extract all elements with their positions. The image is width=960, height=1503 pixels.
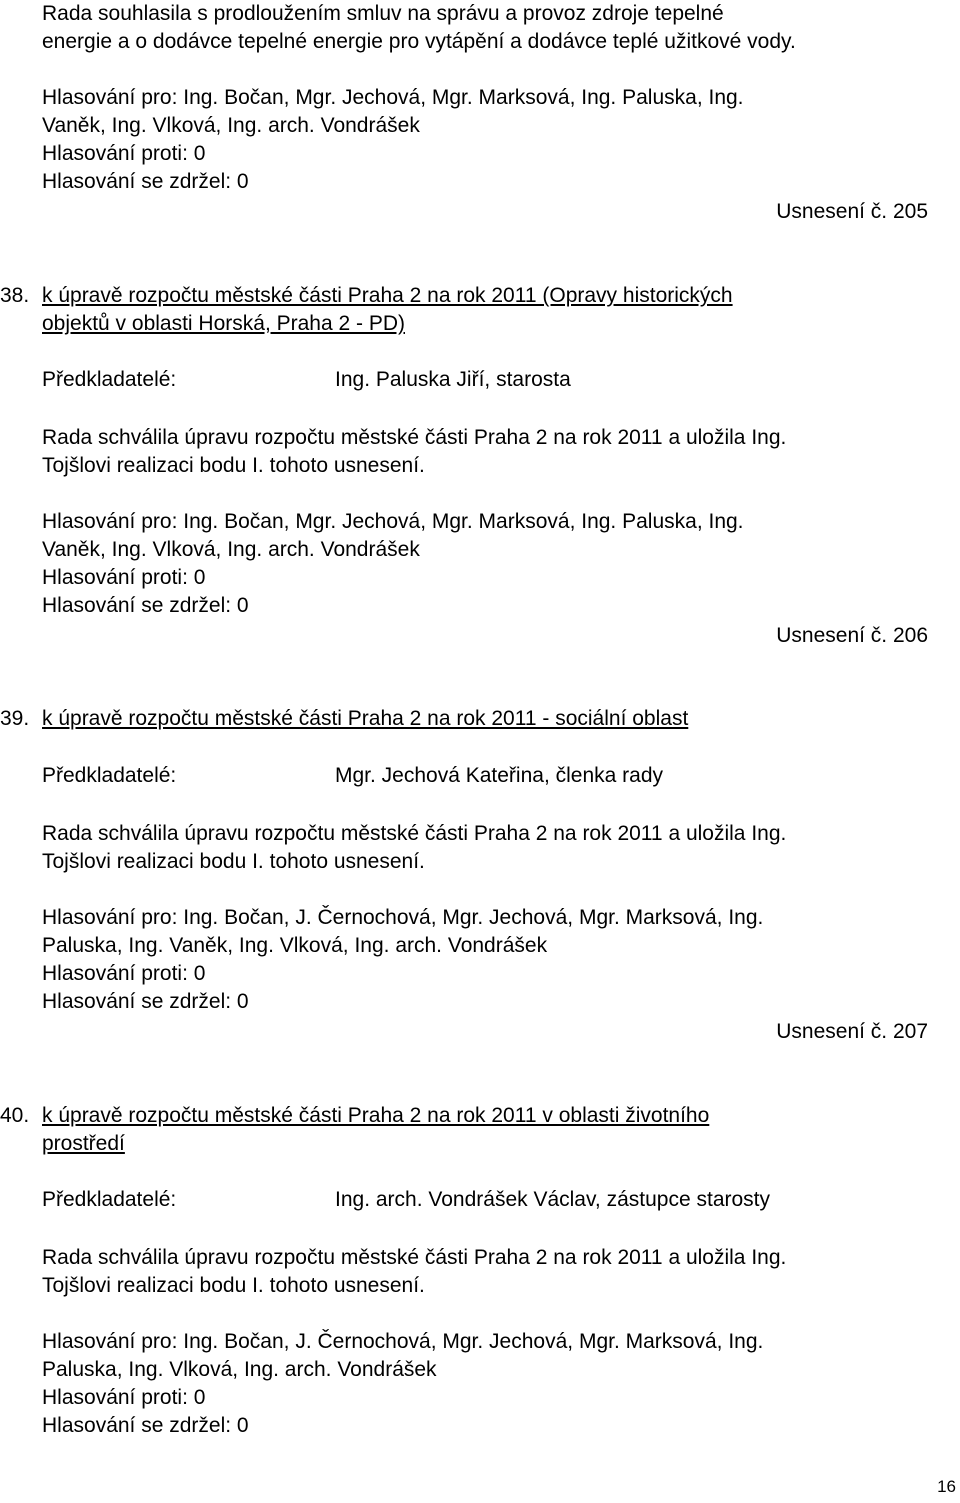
item-number: 40. bbox=[0, 1104, 30, 1127]
resolution-number: Usnesení č. 207 bbox=[776, 1020, 928, 1043]
vote-for: Vaněk, Ing. Vlková, Ing. arch. Vondrášek bbox=[42, 538, 420, 561]
decision: Rada schválila úpravu rozpočtu městské části Praha 2 na rok 2011 a uložila Ing. bbox=[42, 1246, 787, 1269]
vote-for: Paluska, Ing. Vaněk, Ing. Vlková, Ing. arch. Vondrášek bbox=[42, 934, 548, 957]
decision: Tojšlovi realizaci bodu I. tohoto usnesení. bbox=[42, 454, 425, 477]
vote-for: Hlasování pro: Ing. Bočan, Mgr. Jechová, Mgr. Marksová, Ing. Paluska, Ing. bbox=[42, 86, 744, 109]
vote-against: Hlasování proti: 0 bbox=[42, 1386, 206, 1409]
vote-abstain: Hlasování se zdržel: 0 bbox=[42, 170, 249, 193]
vote-for: Vaněk, Ing. Vlková, Ing. arch. Vondrášek bbox=[42, 114, 420, 137]
resolution-number: Usnesení č. 205 bbox=[776, 200, 928, 223]
item-title: k úpravě rozpočtu městské části Praha 2 na rok 2011 v oblasti životního bbox=[42, 1104, 710, 1127]
submitter-label: Předkladatelé: bbox=[42, 1188, 177, 1211]
intro-line: Rada souhlasila s prodloužením smluv na správu a provoz zdroje tepelné bbox=[42, 2, 724, 25]
item-number: 38. bbox=[0, 284, 30, 307]
vote-against: Hlasování proti: 0 bbox=[42, 962, 206, 985]
item-title: objektů v oblasti Horská, Praha 2 - PD) bbox=[42, 312, 405, 335]
vote-for: Paluska, Ing. Vlková, Ing. arch. Vondrášek bbox=[42, 1358, 437, 1381]
vote-for: Hlasování pro: Ing. Bočan, Mgr. Jechová, Mgr. Marksová, Ing. Paluska, Ing. bbox=[42, 510, 744, 533]
vote-abstain: Hlasování se zdržel: 0 bbox=[42, 990, 249, 1013]
vote-abstain: Hlasování se zdržel: 0 bbox=[42, 594, 249, 617]
item-title: prostředí bbox=[42, 1132, 125, 1155]
submitter: Mgr. Jechová Kateřina, členka rady bbox=[335, 764, 664, 787]
submitter-label: Předkladatelé: bbox=[42, 764, 177, 787]
vote-against: Hlasování proti: 0 bbox=[42, 566, 206, 589]
decision: Rada schválila úpravu rozpočtu městské části Praha 2 na rok 2011 a uložila Ing. bbox=[42, 426, 787, 449]
decision: Tojšlovi realizaci bodu I. tohoto usnesení. bbox=[42, 850, 425, 873]
vote-against: Hlasování proti: 0 bbox=[42, 142, 206, 165]
resolution-number: Usnesení č. 206 bbox=[776, 624, 928, 647]
decision: Rada schválila úpravu rozpočtu městské části Praha 2 na rok 2011 a uložila Ing. bbox=[42, 822, 787, 845]
item-title: k úpravě rozpočtu městské části Praha 2 na rok 2011 (Opravy historických bbox=[42, 284, 733, 307]
submitter: Ing. Paluska Jiří, starosta bbox=[335, 368, 571, 391]
vote-for: Hlasování pro: Ing. Bočan, J. Černochová, Mgr. Jechová, Mgr. Marksová, Ing. bbox=[42, 1330, 764, 1353]
submitter-label: Předkladatelé: bbox=[42, 368, 177, 391]
vote-for: Hlasování pro: Ing. Bočan, J. Černochová, Mgr. Jechová, Mgr. Marksová, Ing. bbox=[42, 906, 764, 929]
item-number: 39. bbox=[0, 707, 30, 730]
page-number: 16 bbox=[937, 1477, 956, 1496]
item-title: k úpravě rozpočtu městské části Praha 2 na rok 2011 - sociální oblast bbox=[42, 707, 689, 730]
intro-line: energie a o dodávce tepelné energie pro vytápění a dodávce teplé užitkové vody. bbox=[42, 30, 796, 53]
vote-abstain: Hlasování se zdržel: 0 bbox=[42, 1414, 249, 1437]
decision: Tojšlovi realizaci bodu I. tohoto usnesení. bbox=[42, 1274, 425, 1297]
submitter: Ing. arch. Vondrášek Václav, zástupce starosty bbox=[335, 1188, 771, 1211]
